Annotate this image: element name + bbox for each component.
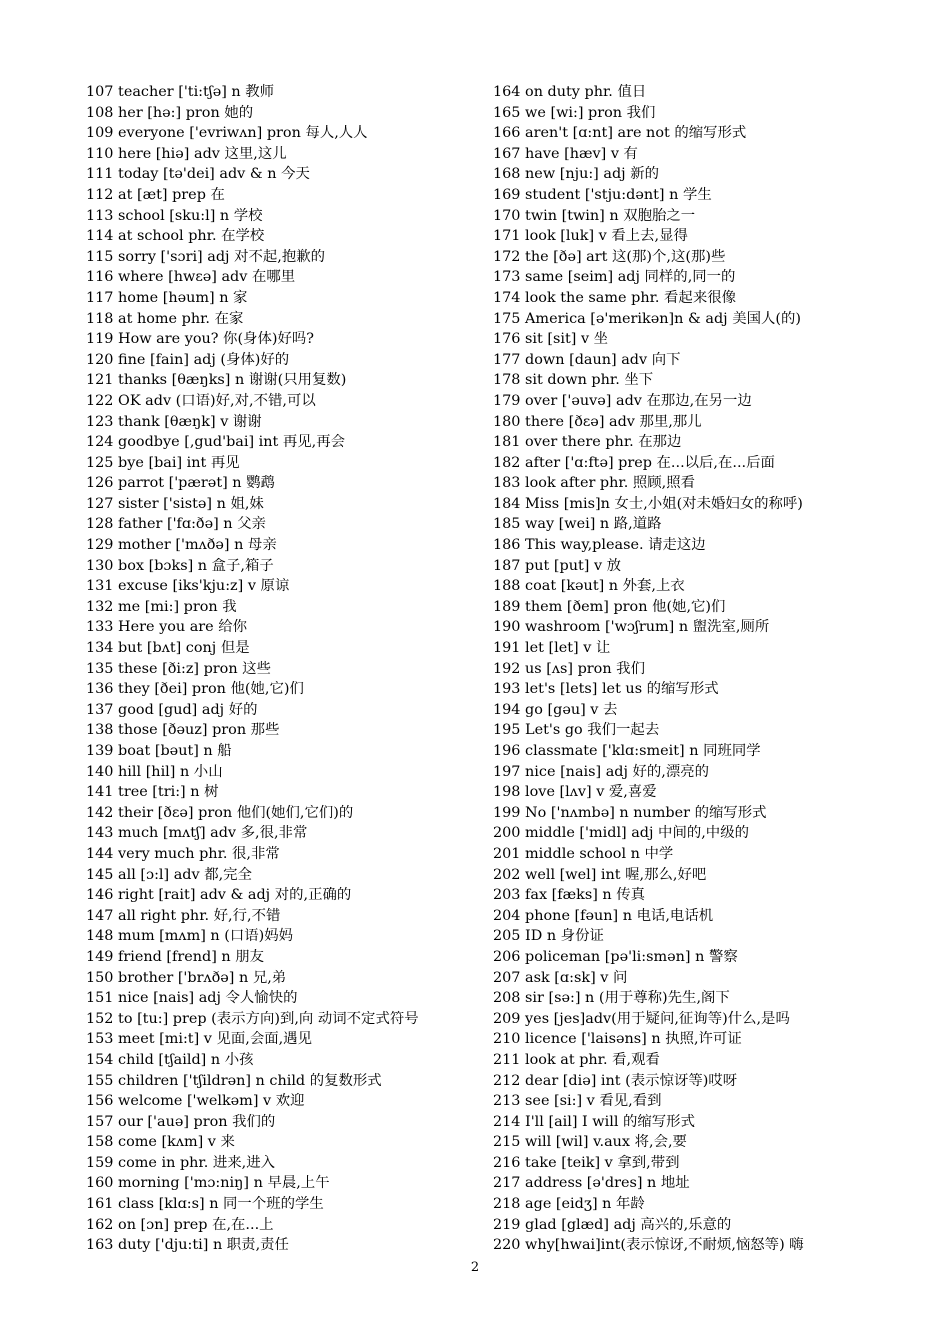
vocab-entry: 108 her [hə:] pron 她的 — [86, 104, 254, 121]
vocab-entry: 109 everyone ['evriwʌn] pron 每人,人人 — [86, 125, 368, 142]
vocab-entry: 138 those [ðəuz] pron 那些 — [86, 722, 280, 739]
vocab-entry: 209 yes [jes]adv(用于疑问,征询等)什么,是吗 — [493, 1010, 790, 1027]
vocab-entry: 193 let's [lets] let us 的缩写形式 — [493, 681, 719, 698]
vocab-entry: 157 our ['auə] pron 我们的 — [86, 1113, 276, 1130]
left-column — [86, 82, 486, 1256]
vocab-entry: 115 sorry ['sɔri] adj 对不起,抱歉的 — [86, 248, 325, 265]
vocab-entry: 129 mother ['mʌðə] n 母亲 — [86, 537, 277, 554]
vocab-entry: 214 I'll [ail] I will 的缩写形式 — [493, 1113, 695, 1130]
vocab-entry: 112 at [æt] prep 在 — [86, 186, 225, 203]
vocab-entry: 146 right [rait] adv & adj 对的,正确的 — [86, 887, 352, 904]
vocab-entry: 139 boat [bəut] n 船 — [86, 743, 232, 759]
vocab-entry: 131 excuse [iks'kju:z] v 原谅 — [86, 578, 290, 595]
vocab-entry: 208 sir [sə:] n (用于尊称)先生,阁下 — [493, 990, 730, 1007]
vocab-entry: 163 duty ['dju:ti] n 职责,责任 — [86, 1237, 289, 1254]
vocab-entry: 123 thank [θæŋk] v 谢谢 — [86, 413, 262, 430]
vocab-entry: 191 let [let] v 让 — [493, 640, 611, 657]
vocab-entry: 160 morning ['mɔ:niŋ] n 早晨,上午 — [86, 1175, 330, 1192]
vocab-entry: 185 way [wei] n 路,道路 — [493, 516, 662, 533]
vocab-entry: 144 very much phr. 很,非常 — [86, 845, 280, 862]
vocab-entry: 142 their [ðɛə] pron 他们(她们,它们)的 — [86, 804, 354, 821]
vocab-entry: 153 meet [mi:t] v 见面,会面,遇见 — [86, 1031, 312, 1048]
vocab-entry: 174 look the same phr. 看起来很像 — [493, 289, 736, 306]
vocab-entry: 205 ID n 身份证 — [493, 928, 604, 945]
vocab-entry: 128 father ['fɑ:ðə] n 父亲 — [86, 516, 266, 533]
vocab-entry: 148 mum [mʌm] n (口语)妈妈 — [86, 928, 294, 945]
vocab-entry: 171 look [luk] v 看上去,显得 — [493, 228, 688, 245]
vocab-entry: 127 sister ['sistə] n 姐,妹 — [86, 495, 264, 512]
vocab-entry: 176 sit [sit] v 坐 — [493, 331, 609, 348]
vocab-entry: 122 OK adv (口语)好,对,不错,可以 — [86, 392, 316, 409]
vocab-entry: 181 over there phr. 在那边 — [493, 434, 682, 451]
vocab-entry: 220 why[hwai]int(表示惊讶,不耐烦,恼怒等) 嗨 — [493, 1237, 804, 1254]
vocab-entry: 158 come [kʌm] v 来 — [86, 1134, 235, 1151]
vocab-entry: 110 here [hiə] adv 这里,这儿 — [86, 145, 287, 162]
vocab-entry: 219 glad [glæd] adj 高兴的,乐意的 — [493, 1216, 732, 1233]
vocab-entry: 173 same [seim] adj 同样的,同一的 — [493, 269, 736, 286]
vocab-entry: 134 but [bʌt] conj 但是 — [86, 640, 250, 657]
vocab-entry: 161 class [klɑ:s] n 同一个班的学生 — [86, 1196, 324, 1213]
vocab-entry: 162 on [ɔn] prep 在,在...上 — [86, 1216, 274, 1233]
vocab-entry: 150 brother ['brʌðə] n 兄,弟 — [86, 969, 287, 986]
vocab-entry: 136 they [ðei] pron 他(她,它)们 — [86, 681, 304, 698]
vocab-entry: 216 take [teik] v 拿到,带到 — [493, 1154, 680, 1171]
vocab-entry: 199 No ['nʌmbə] n number 的缩写形式 — [493, 804, 767, 821]
vocab-entry: 114 at school phr. 在学校 — [86, 228, 265, 245]
vocab-entry: 180 there [ðɛə] adv 那里,那儿 — [493, 413, 702, 430]
vocab-entry: 140 hill [hil] n 小山 — [86, 763, 223, 780]
vocab-entry: 130 box [bɔks] n 盒子,箱子 — [86, 557, 274, 574]
vocab-entry: 210 licence ['laisəns] n 执照,许可证 — [493, 1031, 742, 1048]
vocab-entry: 121 thanks [θæŋks] n 谢谢(只用复数) — [86, 372, 347, 389]
vocab-entry: 194 go [gəu] v 去 — [493, 701, 618, 718]
vocab-entry: 172 the [ðə] art 这(那)个,这(那)些 — [493, 248, 726, 265]
vocab-entry: 207 ask [ɑ:sk] v 问 — [493, 969, 628, 986]
vocab-entry: 196 classmate ['klɑ:smeit] n 同班同学 — [493, 743, 761, 759]
vocab-entry: 215 will [wil] v.aux 将,会,要 — [493, 1134, 687, 1151]
vocab-entry: 164 on duty phr. 值日 — [493, 84, 647, 100]
vocab-entry: 204 phone [fəun] n 电话,电话机 — [493, 907, 714, 924]
vocab-entry: 145 all [ɔ:l] adv 都,完全 — [86, 866, 252, 883]
vocab-entry: 149 friend [frend] n 朋友 — [86, 948, 265, 965]
vocab-entry: 195 Let's go 我们一起去 — [493, 722, 660, 739]
vocab-entry: 202 well [wel] int 喔,那么,好吧 — [493, 866, 707, 883]
vocab-entry: 141 tree [tri:] n 树 — [86, 784, 219, 801]
vocab-entry: 118 at home phr. 在家 — [86, 310, 244, 327]
vocab-entry: 217 address [ə'dres] n 地址 — [493, 1175, 690, 1192]
vocab-entry: 190 washroom ['wɔʃrum] n 盥洗室,厕所 — [493, 619, 770, 636]
right-column — [493, 82, 938, 1256]
vocab-entry: 107 teacher ['ti:tʃə] n 教师 — [86, 84, 275, 100]
vocab-entry: 211 look at phr. 看,观看 — [493, 1051, 660, 1068]
vocab-entry: 151 nice [nais] adj 令人愉快的 — [86, 990, 298, 1007]
vocab-entry: 184 Miss [mis]n 女士,小姐(对未婚妇女的称呼) — [493, 495, 803, 512]
vocab-entry: 124 goodbye [,gud'bai] int 再见,再会 — [86, 434, 346, 451]
vocab-entry: 159 come in phr. 进来,进入 — [86, 1154, 276, 1171]
vocab-entry: 116 where [hwɛə] adv 在哪里 — [86, 269, 296, 286]
vocab-entry: 179 over ['əuvə] adv 在那边,在另一边 — [493, 392, 752, 409]
vocab-entry: 213 see [si:] v 看见,看到 — [493, 1093, 662, 1110]
vocab-entry: 178 sit down phr. 坐下 — [493, 372, 654, 389]
vocab-entry: 189 them [ðem] pron 他(她,它)们 — [493, 598, 726, 615]
vocab-entry: 113 school [sku:l] n 学校 — [86, 207, 263, 224]
vocab-entry: 177 down [daun] adv 向下 — [493, 351, 681, 368]
vocab-entry: 206 policeman [pə'li:smən] n 警察 — [493, 948, 738, 965]
vocab-entry: 201 middle school n 中学 — [493, 845, 674, 862]
vocab-entry: 198 love [lʌv] v 爱,喜爱 — [493, 784, 657, 801]
vocab-entry: 117 home [həum] n 家 — [86, 289, 248, 306]
vocab-entry: 126 parrot ['pærət] n 鹦鹉 — [86, 475, 275, 492]
vocab-entry: 175 America [ə'merikən]n & adj 美国人(的) — [493, 310, 801, 327]
vocab-entry: 218 age [eidʒ] n 年龄 — [493, 1196, 645, 1213]
vocab-entry: 165 we [wi:] pron 我们 — [493, 104, 656, 121]
vocab-entry: 156 welcome ['welkəm] v 欢迎 — [86, 1093, 305, 1110]
vocab-entry: 135 these [ði:z] pron 这些 — [86, 660, 271, 677]
page-number: 2 — [470, 1260, 480, 1275]
vocab-entry: 169 student ['stju:dənt] n 学生 — [493, 186, 712, 203]
vocab-entry: 119 How are you? 你(身体)好吗? — [86, 331, 314, 348]
vocab-entry: 155 children ['tʃildrən] n child 的复数形式 — [86, 1072, 382, 1089]
vocab-entry: 212 dear [diə] int (表示惊讶等)哎呀 — [493, 1072, 738, 1089]
vocab-entry: 200 middle ['midl] adj 中间的,中级的 — [493, 825, 749, 842]
vocab-entry: 168 new [nju:] adj 新的 — [493, 166, 659, 183]
vocab-entry: 197 nice [nais] adj 好的,漂亮的 — [493, 763, 710, 780]
vocab-entry: 187 put [put] v 放 — [493, 557, 622, 574]
vocab-entry: 192 us [ʌs] pron 我们 — [493, 660, 645, 677]
vocab-entry: 186 This way,please. 请走这边 — [493, 537, 706, 554]
vocab-entry: 182 after ['ɑ:ftə] prep 在...以后,在...后面 — [493, 454, 775, 471]
vocab-entry: 125 bye [bai] int 再见 — [86, 454, 240, 471]
vocab-entry: 133 Here you are 给你 — [86, 619, 248, 636]
vocab-entry: 137 good [gud] adj 好的 — [86, 701, 258, 718]
vocab-entry: 152 to [tu:] prep (表示方向)到,向 动词不定式符号 — [86, 1010, 419, 1027]
vocab-entry: 183 look after phr. 照顾,照看 — [493, 475, 695, 492]
vocab-entry: 143 much [mʌtʃ] adv 多,很,非常 — [86, 825, 308, 842]
vocab-entry: 132 me [mi:] pron 我 — [86, 598, 237, 615]
vocab-entry: 166 aren't [ɑ:nt] are not 的缩写形式 — [493, 125, 747, 142]
vocab-entry: 147 all right phr. 好,行,不错 — [86, 907, 281, 924]
vocab-entry: 170 twin [twin] n 双胞胎之一 — [493, 207, 696, 224]
vocab-entry: 188 coat [kəut] n 外套,上衣 — [493, 578, 685, 595]
vocab-entry: 120 fine [fain] adj (身体)好的 — [86, 351, 290, 368]
vocab-entry: 203 fax [fæks] n 传真 — [493, 887, 646, 904]
vocab-entry: 111 today [tə'dei] adv & n 今天 — [86, 166, 310, 183]
vocab-entry: 154 child [tʃaild] n 小孩 — [86, 1051, 254, 1068]
vocab-entry: 167 have [hæv] v 有 — [493, 145, 638, 162]
